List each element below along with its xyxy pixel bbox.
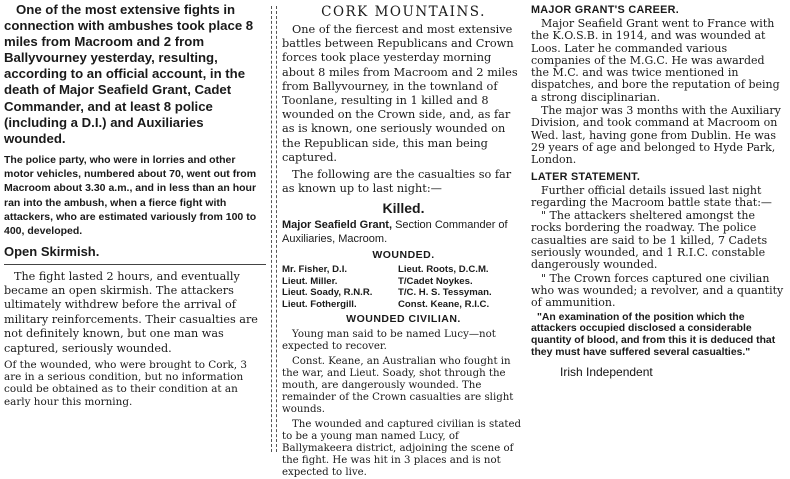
killed-entry	[282, 218, 525, 246]
wounded-entry: T/C. H. S. Tessyman.	[398, 287, 492, 299]
wounded-civilian-heading: WOUNDED CIVILIAN.	[346, 313, 461, 326]
wounded-condition-paragraph: Of the wounded, who were brought to Cork, 3 are in a serious condition, but no information could be obtained as to their condition at an early hour this morning.	[4, 359, 247, 408]
column-right	[531, 0, 786, 456]
wounded-entry: T/Cadet Noykes.	[398, 275, 473, 287]
wounded-entry: Lieut. Fothergill.	[282, 298, 357, 310]
wounded-heading: WOUNDED.	[372, 249, 435, 262]
wounded-list	[282, 264, 525, 310]
police-party-paragraph: The police party, who were in lorries and other motor vehicles, numbered about 70, went out from Macroom about 3.30 a.m., and in less than an hour ran into the ambush, when a fierce fight with attackers, who are estimated variously from 100 to 400, developed.	[4, 153, 257, 238]
casualties-intro: The following are the casualties so far as known up to last night:—	[282, 168, 512, 196]
wounded-entry: Mr. Fisher, D.I.	[282, 264, 348, 276]
examination-paragraph: "An examination of the position which the attackers occupied disclosed a considerable quantity of blood, and from this it is deduced that they must have suffered several casualties."	[531, 311, 776, 358]
source-caption: Irish Independent	[560, 365, 653, 379]
captured-civilian-paragraph: The wounded and captured civilian is stated to be a young man named Lucy, of Ballymakeera district, adjoining the scene of the fight. He was hit in 3 places and is not expected to live.	[282, 419, 522, 479]
subheading-open-skirmish: Open Skirmish.	[4, 244, 266, 265]
killed-rank: Section Commander of Auxiliaries, Macroom.	[282, 219, 508, 246]
career-heading: MAJOR GRANT'S CAREER.	[531, 4, 680, 16]
lead-paragraph: One of the most extensive fights in connection with ambushes took place 8 miles from Macroom and 2 from Ballyvourney yesterday, resulting, according to an official account, in the death of Major Seafield Grant, Cadet Commander, and at least 8 police (including a D.I.) and Auxiliaries wounded.	[4, 2, 254, 146]
auxiliary-paragraph: The major was 3 months with the Auxiliary Division, and took command at Macroom on Wed. last, having gone from Dublin. He was 29 years of age and belonged to Hyde Park, London.	[531, 104, 781, 167]
skirmish-paragraph: The fight lasted 2 hours, and eventually became an open skirmish. The attackers ultimately withdrew before the arrival of military reinforcements. Their casualties are not definitely known, but one man was captured, seriously wounded.	[4, 269, 258, 355]
column-rule-left	[271, 6, 272, 452]
article-title: CORK MOUNTAINS.	[321, 4, 486, 20]
wounded-entry: Lieut. Soady, R.N.R.	[282, 287, 373, 299]
battle-paragraph: One of the fiercest and most extensive battles between Republicans and Crown forces took place yesterday morning about 8 miles from Macroom and 2 miles from Ballyvourney, in the townland of Toonlane, resulting in 1 killed and 8 wounded on the Crown side, and, as far as is known, one seriously wounded on the Republican side, this man being captured.	[282, 23, 518, 164]
killed-name: Major Seafield Grant,	[282, 219, 393, 232]
civilian-paragraph: Young man said to be named Lucy—not expected to recover.	[282, 329, 496, 353]
wounded-entry: Lieut. Roots, D.C.M.	[398, 264, 489, 276]
column-left	[4, 0, 266, 456]
killed-heading: Killed.	[382, 200, 425, 217]
column-rule-right	[276, 6, 277, 452]
keane-paragraph: Const. Keane, an Australian who fought in the war, and Lieut. Soady, shot through the mouth, are dangerously wounded. The remainder of the Crown casualties are slight wounds.	[282, 356, 514, 416]
later-statement-heading: LATER STATEMENT.	[531, 170, 641, 183]
captured-paragraph: " The Crown forces captured one civilian who was wounded; a revolver, and a quantity of ammunition.	[531, 271, 784, 310]
column-middle	[282, 0, 525, 479]
career-paragraph: Major Seafield Grant went to France with the K.O.S.B. in 1914, and was wounded at Loos. Later he commanded various companies of the M.G.C. He was awarded the M.C. and was twice mentioned in dispatches, and bore the reputation of being a strong disciplinarian.	[531, 17, 780, 104]
official-details-paragraph: Further official details issued last night regarding the Macroom battle state that:—	[531, 183, 772, 209]
wounded-entry: Const. Keane, R.I.C.	[398, 298, 490, 310]
wounded-entry: Lieut. Miller.	[282, 275, 338, 287]
attackers-paragraph: " The attackers sheltered amongst the rocks bordering the roadway. The police casualties are said to be 1 killed, 7 Cadets seriously wounded, and 1 R.I.C. constable dangerously wounded.	[531, 209, 768, 272]
